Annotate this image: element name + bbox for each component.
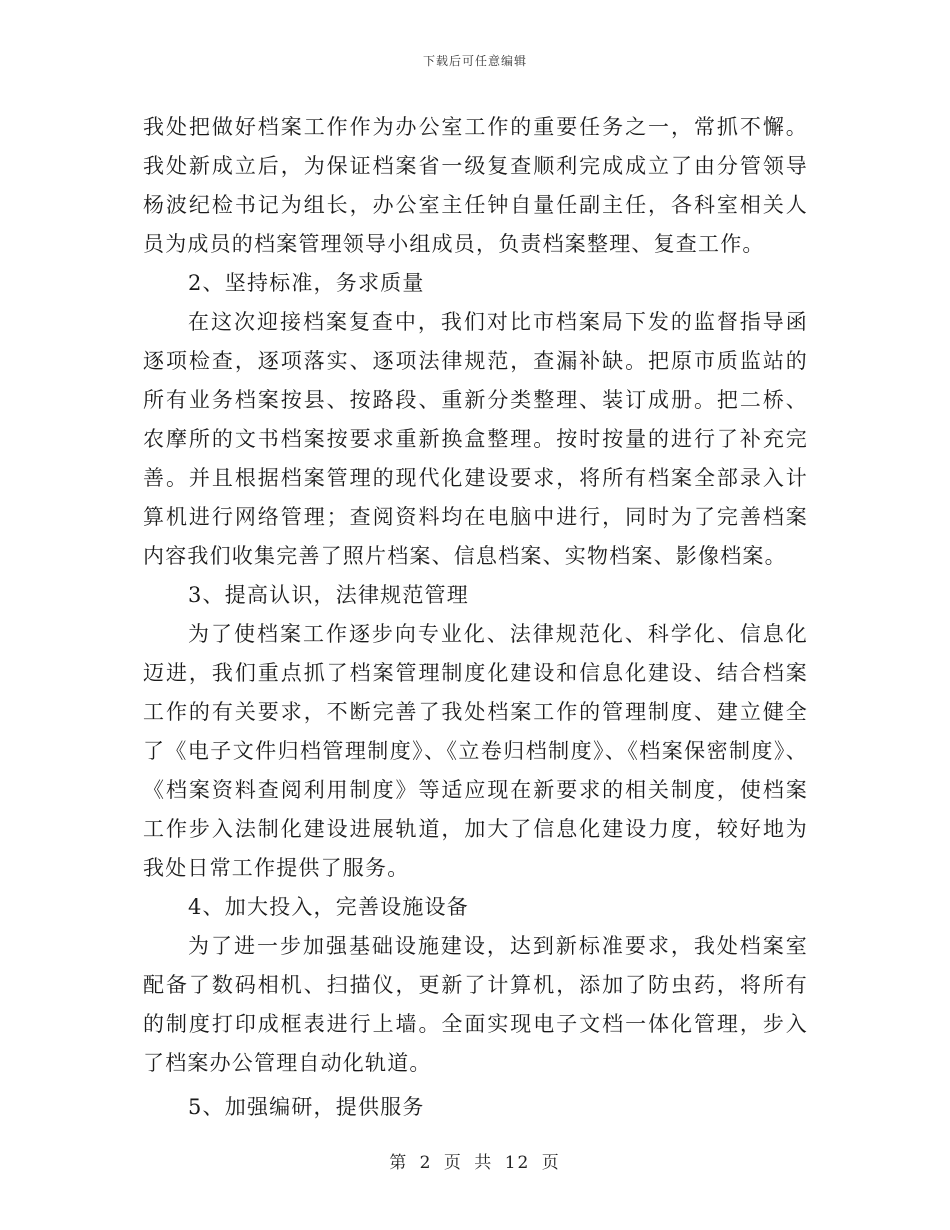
paragraph-section-3: 为了使档案工作逐步向专业化、法律规范化、科学化、信息化迈进，我们重点抓了档案管理制度化建设和信息化建设、结合档案工作的有关要求，不断完善了我处档案工作的管理制度、建立健全了《电子文件归档管理制度》、《立卷归档制度》、《档案保密制度》、《档案资料查阅利用制度》等适应现在新要求的相关制度，使档案工作步入法制化建设进展轨道，加大了信息化建设力度，较好地为我处日常工作提供了服务。: [143, 622, 808, 880]
section-heading-4: 4、加大投入，完善设施设备: [188, 895, 469, 919]
page-header: 下载后可任意编辑: [422, 54, 527, 68]
page-number-footer: 第 2 页 共 12 页: [389, 1153, 561, 1173]
paragraph-intro: 我处把做好档案工作作为办公室工作的重要任务之一，常抓不懈。我处新成立后，为保证档案省一级复查顺利完成成立了由分管领导杨波纪检书记为组长，办公室主任钟自量任副主任，各科室相关人员为成员的档案管理领导小组成员，负责档案整理、复查工作。: [143, 115, 808, 256]
paragraph-section-2: 在这次迎接档案复查中，我们对比市档案局下发的监督指导函逐项检查，逐项落实、逐项法律规范，查漏补缺。把原市质监站的所有业务档案按县、按路段、重新分类整理、装订成册。把二桥、农摩所的文书档案按要求重新换盒整理。按时按量的进行了补充完善。并且根据档案管理的现代化建设要求，将所有档案全部录入计算机进行网络管理；查阅资料均在电脑中进行，同时为了完善档案内容我们收集完善了照片档案、信息档案、实物档案、影像档案。: [143, 310, 808, 568]
document-body: [143, 108, 808, 1127]
section-heading-5: 5、加强编研，提供服务: [188, 1095, 425, 1119]
section-heading-3: 3、提高认识，法律规范管理: [188, 583, 469, 607]
section-heading-2: 2、坚持标准，务求质量: [188, 271, 425, 295]
paragraph-section-4: 为了进一步加强基础设施建设，达到新标准要求，我处档案室配备了数码相机、扫描仪，更新了计算机，添加了防虫药，将所有的制度打印成框表进行上墙。全面实现电子文档一体化管理，步入了档案办公管理自动化轨道。: [143, 934, 808, 1075]
